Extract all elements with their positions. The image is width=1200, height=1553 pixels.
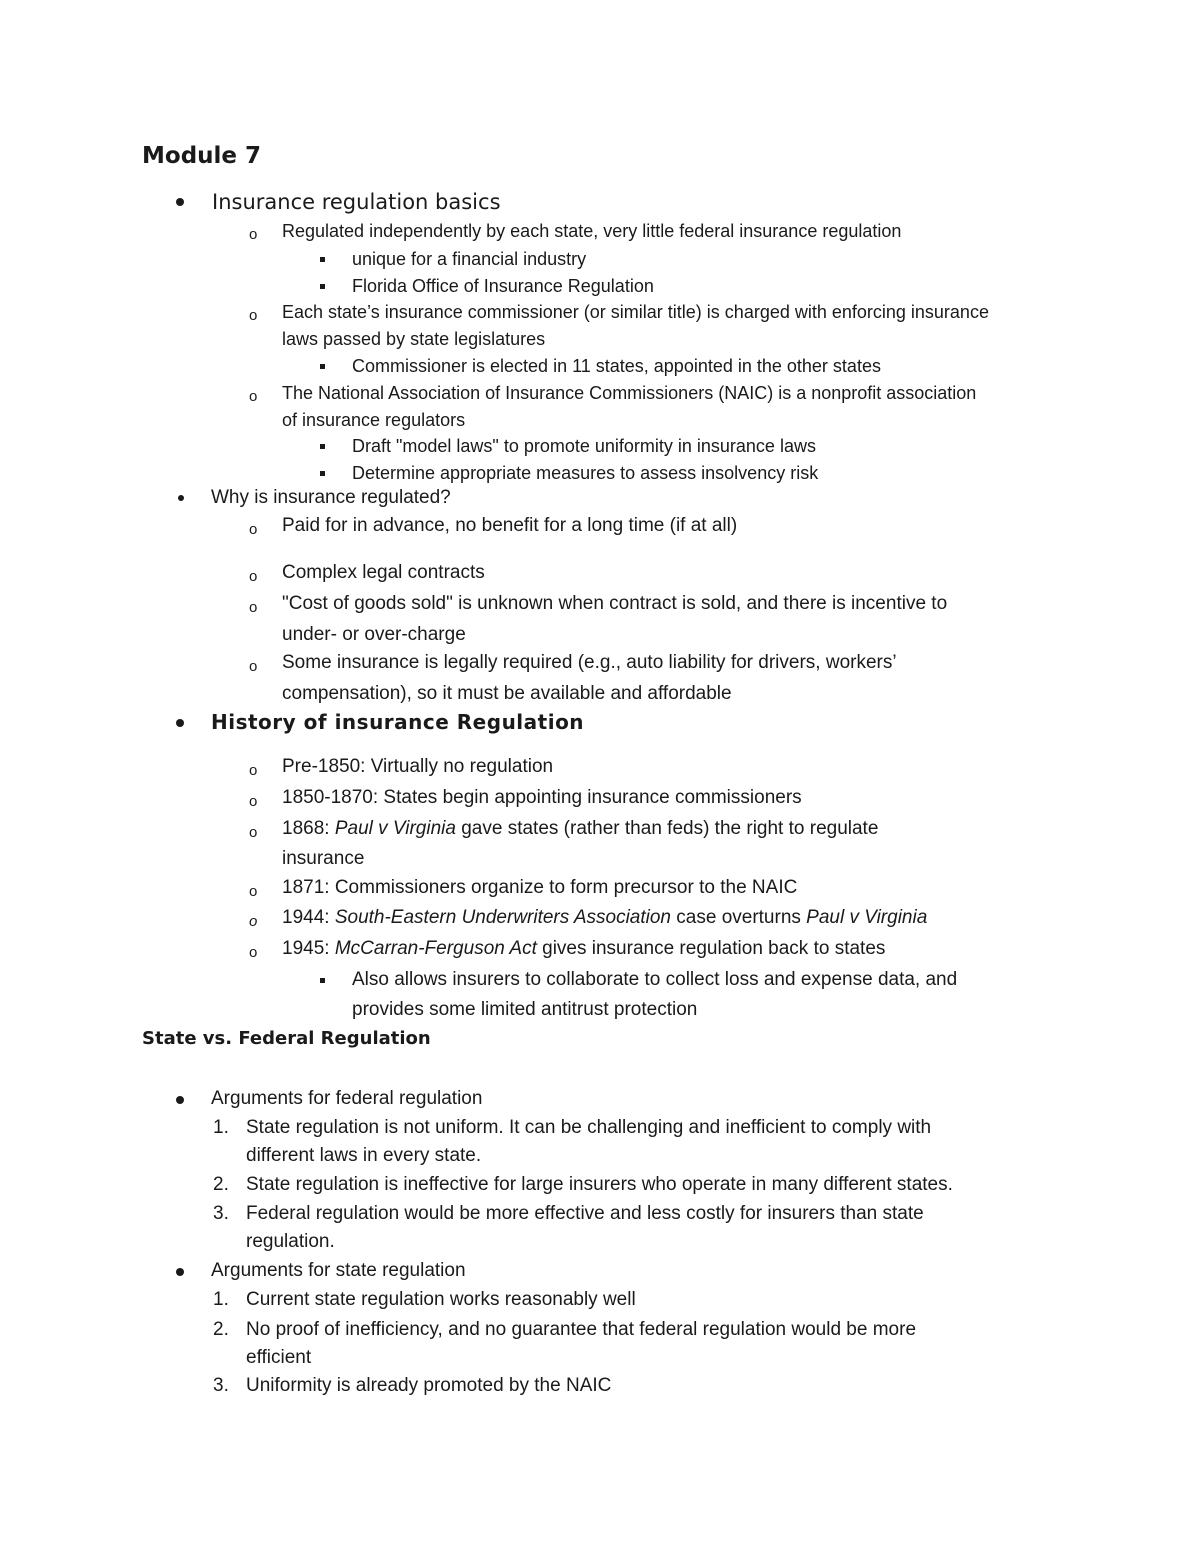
list-number: 1. [213,1289,229,1310]
text-run: 1944: [282,907,335,928]
circle-bullet-icon: o [249,762,258,779]
text-run: case overturns [671,907,807,928]
list-item: unique for a financial industry [352,249,587,269]
circle-bullet-icon: o [249,568,258,585]
list-item: Determine appropriate measures to assess insolvency risk [352,463,819,483]
section-heading: State vs. Federal Regulation [142,1028,431,1049]
list-number: 2. [213,1174,229,1195]
act-name: McCarran-Ferguson Act [334,938,537,959]
case-name: South-Eastern Underwriters Association [334,907,671,928]
bullet-icon [176,198,184,206]
case-name: Paul v Virginia [334,818,456,839]
text-run: 1945: [282,938,335,959]
circle-bullet-icon: o [249,521,258,538]
list-item: Florida Office of Insurance Regulation [352,276,654,296]
list-item: Draft "model laws" to promote uniformity in insurance laws [352,436,816,456]
list-item: Pre-1850: Virtually no regulation [282,756,554,777]
list-item: State regulation is ineffective for large insurers who operate in many different states. [246,1174,953,1195]
list-item-continuation: under- or over-charge [282,624,466,645]
list-item: No proof of inefficiency, and no guarantee that federal regulation would be more [246,1319,917,1340]
square-bullet-icon [320,284,325,289]
section-heading: Why is insurance regulated? [211,487,451,508]
text-run: gave states (rather than feds) the right to regulate [455,818,879,839]
list-item-continuation: compensation), so it must be available and affordable [282,683,732,704]
section-heading: Insurance regulation basics [212,190,501,214]
text-run: gives insurance regulation back to states [536,938,886,959]
page-title: Module 7 [142,143,262,169]
list-number: 3. [213,1203,229,1224]
square-bullet-icon [320,978,325,983]
list-item: Paid for in advance, no benefit for a long time (if at all) [282,515,738,536]
list-item: Also allows insurers to collaborate to collect loss and expense data, and [352,969,958,990]
list-item-continuation: insurance [282,848,365,869]
circle-bullet-icon: o [249,658,258,675]
list-item-continuation: regulation. [246,1231,335,1252]
list-item [282,815,878,843]
list-item: Commissioner is elected in 11 states, appointed in the other states [352,356,881,376]
bullet-icon [178,495,184,501]
section-heading: History of insurance Regulation [211,710,585,734]
circle-bullet-icon: o [249,307,258,324]
subsection-heading: Arguments for state regulation [211,1260,466,1281]
list-item: Each state’s insurance commissioner (or similar title) is charged with enforcing insurance [282,302,989,322]
text-run: 1868: [282,818,335,839]
list-item: Complex legal contracts [282,562,485,583]
list-item-continuation: efficient [246,1347,312,1368]
circle-bullet-icon: o [249,883,258,900]
square-bullet-icon [320,471,325,476]
square-bullet-icon [320,257,325,262]
list-item [282,904,927,932]
circle-bullet-icon: o [249,388,258,405]
bullet-icon [176,1268,184,1276]
list-item: 1850-1870: States begin appointing insurance commissioners [282,787,802,808]
list-number: 2. [213,1319,229,1340]
list-item: Regulated independently by each state, very little federal insurance regulation [282,221,902,241]
list-item: Some insurance is legally required (e.g., auto liability for drivers, workers’ [282,652,897,673]
bullet-icon [176,719,184,727]
bullet-icon [176,1096,184,1104]
list-item: 1871: Commissioners organize to form precursor to the NAIC [282,877,798,898]
list-item-continuation: of insurance regulators [282,410,466,430]
list-item: State regulation is not uniform. It can be challenging and inefficient to comply with [246,1117,932,1138]
subsection-heading: Arguments for federal regulation [211,1088,483,1109]
list-item-continuation: different laws in every state. [246,1145,482,1166]
list-item: The National Association of Insurance Commissioners (NAIC) is a nonprofit association [282,383,977,403]
list-item [282,935,885,963]
list-item: Federal regulation would be more effective and less costly for insurers than state [246,1203,924,1224]
case-name: Paul v Virginia [806,907,928,928]
circle-bullet-icon: o [249,824,258,841]
circle-bullet-icon: o [249,226,258,243]
list-number: 3. [213,1375,229,1396]
list-number: 1. [213,1117,229,1138]
circle-bullet-icon: o [249,944,258,961]
list-item-continuation: laws passed by state legislatures [282,329,546,349]
circle-bullet-icon: o [249,913,258,930]
list-item: "Cost of goods sold" is unknown when contract is sold, and there is incentive to [282,593,948,614]
list-item: Current state regulation works reasonably well [246,1289,636,1310]
list-item-continuation: provides some limited antitrust protection [352,999,698,1020]
list-item: Uniformity is already promoted by the NAIC [246,1375,612,1396]
circle-bullet-icon: o [249,793,258,810]
square-bullet-icon [320,444,325,449]
circle-bullet-icon: o [249,599,258,616]
square-bullet-icon [320,364,325,369]
